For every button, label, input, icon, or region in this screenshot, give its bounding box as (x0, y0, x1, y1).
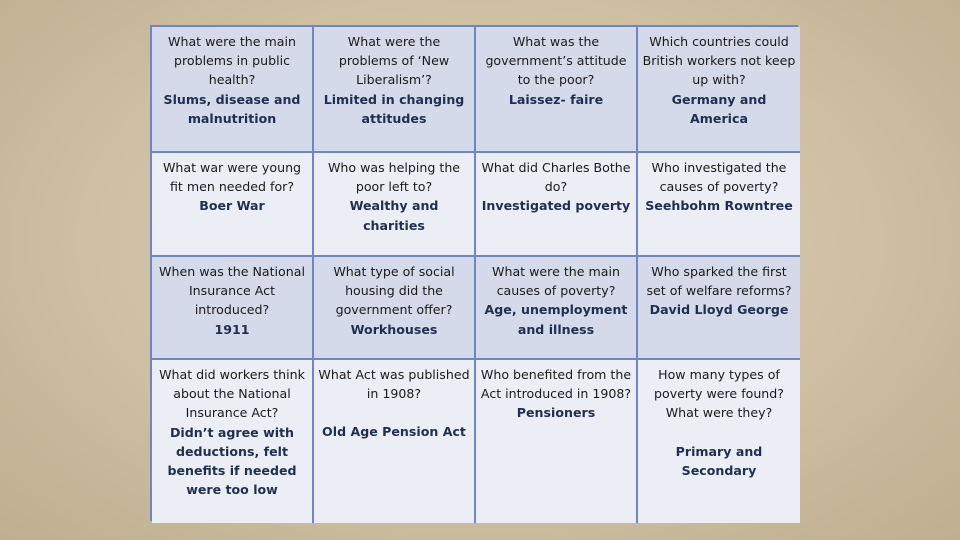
answer-text: Boer War (199, 198, 265, 214)
question-text: What did workers think about the National Insurance Act? (159, 367, 305, 421)
grid-cell (314, 257, 476, 360)
answer-text: Old Age Pension Act (322, 424, 466, 440)
question-text: Which countries could British workers not keep up with? (642, 34, 796, 88)
answer-text: Wealthy and charities (349, 198, 439, 233)
answer-text: Age, unemployment and illness (484, 302, 628, 337)
answer-text: Limited in changing attitudes (323, 91, 465, 126)
answer-text: Seehbohm Rowntree (645, 198, 793, 214)
answer-text: Laissez- faire (508, 91, 604, 107)
answer-text: Investigated poverty (481, 198, 631, 214)
question-text: Who benefited from the Act introduced in 1908? (480, 367, 632, 402)
question-text: What were the main problems in public health? (168, 34, 296, 88)
question-text: Who was helping the poor left to? (327, 160, 461, 195)
question-text: What type of social housing did the government offer? (333, 264, 455, 318)
grid-cell (638, 27, 800, 153)
answer-text: 1911 (214, 321, 250, 337)
answer-text: Didn’t agree with deductions, felt benefits if needed were too low (167, 424, 297, 498)
grid-cell (476, 153, 638, 257)
question-text: What was the government’s attitude to the poor? (485, 34, 627, 88)
grid-cell (476, 27, 638, 153)
answer-text: Workhouses (350, 321, 438, 337)
revision-grid (150, 25, 798, 521)
answer-text: Pensioners (516, 405, 596, 421)
question-text: When was the National Insurance Act introduced? (159, 264, 305, 318)
question-text: Who sparked the first set of welfare reforms? (646, 264, 792, 299)
grid-cell (638, 153, 800, 257)
question-text: What were the main causes of poverty? (492, 264, 620, 299)
grid-cell (152, 257, 314, 360)
answer-text: Slums, disease and malnutrition (163, 91, 301, 126)
question-text: What Act was published in 1908? (318, 367, 470, 402)
answer-text: Germany and America (671, 91, 767, 126)
question-text: What did Charles Bothe do? (481, 160, 631, 195)
grid-cell (152, 360, 314, 523)
grid-cell (638, 360, 800, 523)
grid-cell (152, 27, 314, 153)
grid-cell (476, 360, 638, 523)
question-text: What were the problems of ‘New Liberalism’? (338, 34, 450, 88)
answer-text: Primary and Secondary (675, 443, 763, 478)
grid-cell (314, 153, 476, 257)
question-text: What war were young fit men needed for? (162, 160, 302, 195)
grid-cell (638, 257, 800, 360)
grid-cell (152, 153, 314, 257)
answer-text: David Lloyd George (649, 302, 789, 318)
question-text: Who investigated the causes of poverty? (651, 160, 787, 195)
question-text: How many types of poverty were found? What were they? (654, 367, 784, 421)
grid-cell (314, 360, 476, 523)
grid-cell (314, 27, 476, 153)
grid-cell (476, 257, 638, 360)
